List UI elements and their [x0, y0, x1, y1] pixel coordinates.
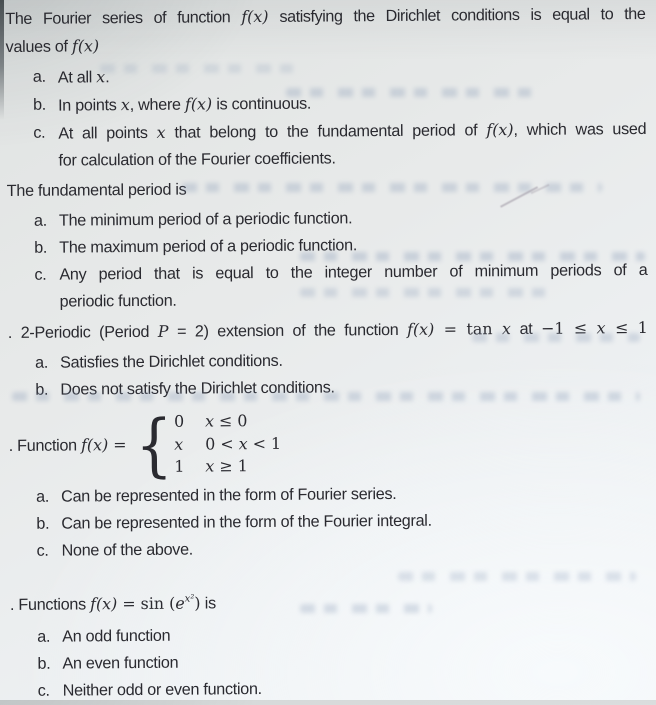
- bleed-through-artifact: [472, 333, 640, 342]
- option-letter: c.: [34, 265, 47, 284]
- bleed-through-artifact: [300, 252, 645, 261]
- piecewise-rows: [174, 410, 281, 478]
- option-letter: c.: [36, 541, 49, 560]
- option-letter: b.: [34, 238, 48, 257]
- option-text: periodic function.: [59, 291, 177, 311]
- option-letter: a.: [33, 211, 47, 230]
- question-5: [10, 581, 651, 704]
- option-letter: b.: [35, 380, 49, 399]
- question-title: . 2-Periodic (Period P = 2) extension of the function f(x) = tan x at −1 ≤ x ≤ 1: [7, 317, 648, 342]
- option-text: The maximum period of a periodic function.: [59, 236, 358, 257]
- option-text: Does not satisfy the Dirichlet conditions.: [60, 378, 335, 399]
- option-text: for calculation of the Fourier coefficients.: [58, 149, 336, 170]
- option-c: [34, 257, 647, 316]
- question-title: The fundamental period is: [6, 180, 187, 201]
- bleed-through-artifact: [12, 392, 640, 401]
- option-letter: a.: [35, 353, 49, 372]
- question-title: The Fourier series of function f(x) satisfying the Dirichlet conditions is equal to the: [5, 4, 646, 29]
- option-text: At all points x that belong to the fundamental period of f(x), which was used: [58, 119, 647, 143]
- option-letter: b.: [37, 654, 51, 673]
- option-letter: c.: [37, 681, 50, 700]
- piecewise-row: x 0 < x < 1: [174, 433, 282, 454]
- option-text: None of the above.: [61, 540, 194, 560]
- question-title-line-2: values of f(x): [5, 36, 100, 57]
- bleed-through-artifact: [100, 64, 300, 73]
- option-text: Neither odd or even function.: [62, 679, 262, 700]
- question-4: [8, 404, 649, 565]
- bleed-through-artifact: [286, 88, 536, 97]
- option-text: Can be represented in the form of the Fourier integral.: [61, 511, 432, 533]
- curly-brace: {: [135, 404, 173, 485]
- option-text: At all x.: [57, 67, 110, 87]
- option-text: In points x, where f(x) is continuous.: [58, 94, 312, 115]
- question-3: [8, 314, 649, 404]
- piecewise-row: 0 x ≤ 0: [173, 411, 248, 431]
- option-letter: c.: [33, 123, 46, 142]
- option-letter: b.: [32, 95, 47, 114]
- option-letter: b.: [36, 514, 50, 533]
- option-text: Satisfies the Dirichlet conditions.: [60, 351, 283, 372]
- option-text: Can be represented in the form of Fourier series.: [61, 484, 397, 506]
- question-title: . Function f(x) =: [8, 434, 132, 455]
- option-text: Any period that is equal to the integer number of minimum periods of a: [59, 260, 648, 284]
- piecewise-row: 1 x ≥ 1: [174, 456, 248, 476]
- option-text: An even function: [62, 653, 179, 673]
- option-letter: a.: [37, 627, 51, 646]
- bleed-through-artifact: [300, 288, 555, 297]
- question-title: . Functions $f(x) = \sin (e^{x^2})$ is: [9, 592, 216, 614]
- option-text: The minimum period of a periodic function.: [58, 209, 353, 230]
- bleed-through-artifact: [300, 604, 432, 613]
- option-letter: a.: [36, 487, 50, 506]
- photo-paper-edge: [0, 0, 4, 120]
- option-letter: a.: [32, 67, 46, 86]
- piecewise-function: [8, 404, 649, 485]
- option-c: [36, 532, 649, 564]
- option-text: An odd function: [62, 626, 171, 646]
- bleed-through-artifact: [398, 572, 636, 581]
- option-c: [33, 115, 646, 175]
